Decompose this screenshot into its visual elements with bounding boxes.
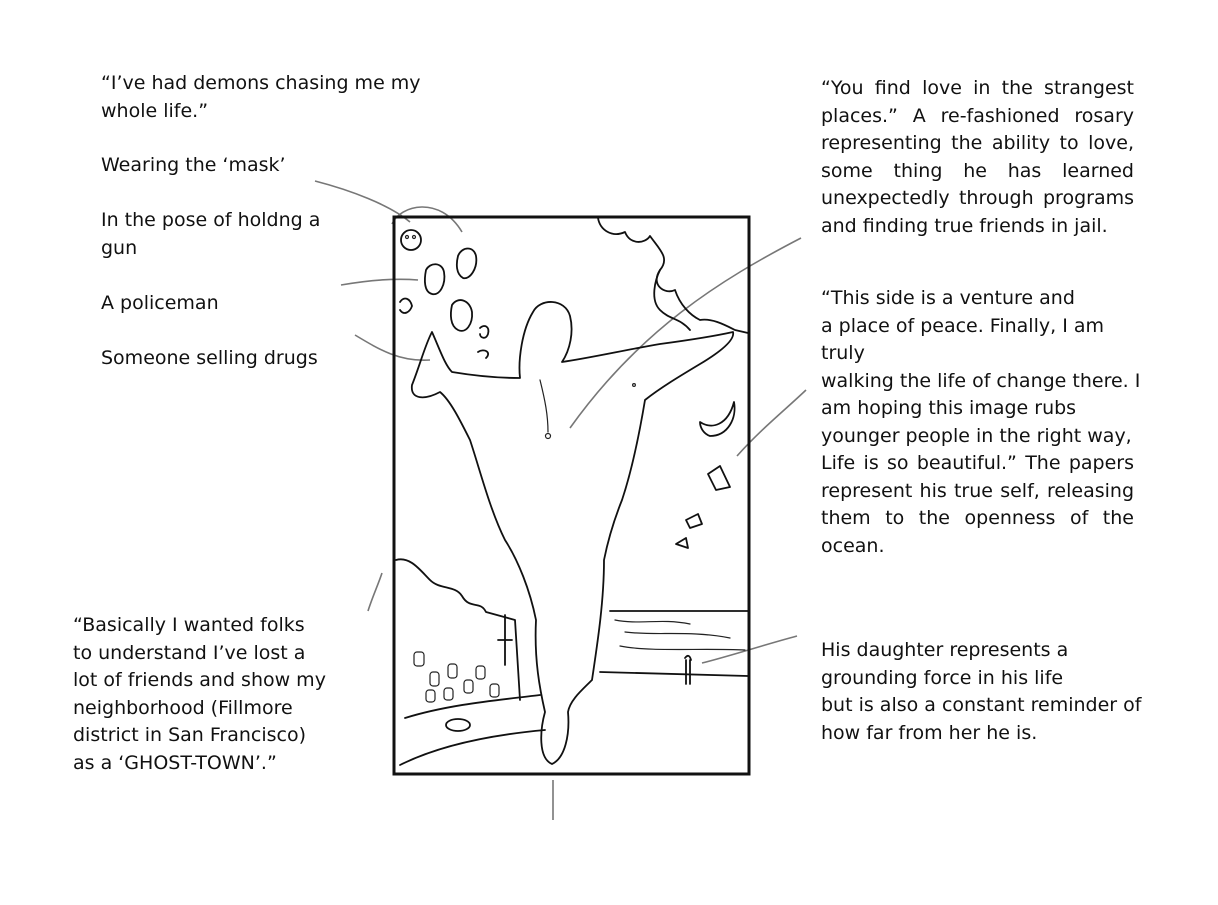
hand-icon (400, 299, 412, 313)
hand-icon (478, 350, 488, 358)
note-policeman (101, 290, 401, 318)
note-ghost-town (73, 612, 373, 777)
peace-tail: Life is so beautiful.” The papers represent his true self, releasing them to the openness of the ocean. (821, 452, 1134, 557)
policeman-label: A policeman (101, 292, 219, 314)
drug-seller-label: Someone selling drugs (101, 347, 318, 369)
ocean-waves (615, 620, 745, 650)
paper-shape (708, 466, 730, 490)
demon-faces (400, 230, 488, 358)
shoreline (600, 672, 748, 676)
note-drug-seller (101, 345, 401, 373)
face-icon (401, 230, 421, 250)
ghost-town-quote: “Basically I wanted folks to understand I’ve lost a lot of friends and show my neighborhood (Fillmore district in San Francisco) as a ‘GHOST-TOWN’.” (73, 614, 326, 774)
leader-line-demons (392, 207, 462, 232)
figure-silhouette (412, 302, 733, 764)
leader-line-rosary (570, 238, 801, 428)
rosary (540, 380, 548, 432)
peace-line: a place of peace. Finally, I am truly (821, 314, 1104, 364)
street-edge (400, 730, 545, 765)
note-rosary (821, 75, 1134, 240)
peace-line: younger people in the right way, (821, 424, 1132, 447)
ghost-houses (414, 652, 499, 702)
leader-line-ghost-town (368, 573, 382, 611)
rosary-text: “You find love in the strangest places.” A re-fashioned rosary representing the ability to love, some thing he has learned unexpectedly through programs and finding true friends in jail. (821, 77, 1134, 237)
note-demons (101, 70, 421, 125)
gun-pose-label: In the pose of holdng a gun (101, 209, 321, 259)
demons-quote: “I’ve had demons chasing me my whole life.” (101, 72, 421, 122)
note-mask (101, 152, 401, 180)
daughter-text: His daughter represents a grounding force in his life but is also a constant reminder of how far from her he is. (821, 639, 1142, 744)
note-peace (821, 285, 1141, 560)
note-gun-pose (101, 207, 401, 262)
peace-line: am hoping this image rubs (821, 397, 1077, 419)
peace-line: walking the life of change there. I (821, 369, 1141, 392)
leader-line-papers (737, 390, 806, 456)
paper-shape (676, 538, 688, 548)
daughter-figure (685, 656, 691, 684)
power-pole (498, 615, 512, 665)
paper-shape (686, 514, 702, 528)
foliage-edge (654, 270, 690, 330)
hillside (396, 559, 520, 700)
moon-icon (700, 402, 735, 436)
drug-seller-face-icon (451, 300, 472, 331)
leader-line-gun (341, 279, 418, 285)
manhole-cover (446, 719, 470, 731)
mask-label: Wearing the ‘mask’ (101, 154, 286, 176)
note-daughter (821, 637, 1151, 747)
foliage (598, 218, 748, 333)
leader-lines (315, 181, 806, 820)
peace-line: “This side is a venture and (821, 287, 1075, 309)
hand-icon (480, 326, 488, 338)
mask-face-icon (457, 249, 476, 279)
rosary-cross (546, 434, 551, 439)
policeman-face-icon (425, 264, 444, 294)
